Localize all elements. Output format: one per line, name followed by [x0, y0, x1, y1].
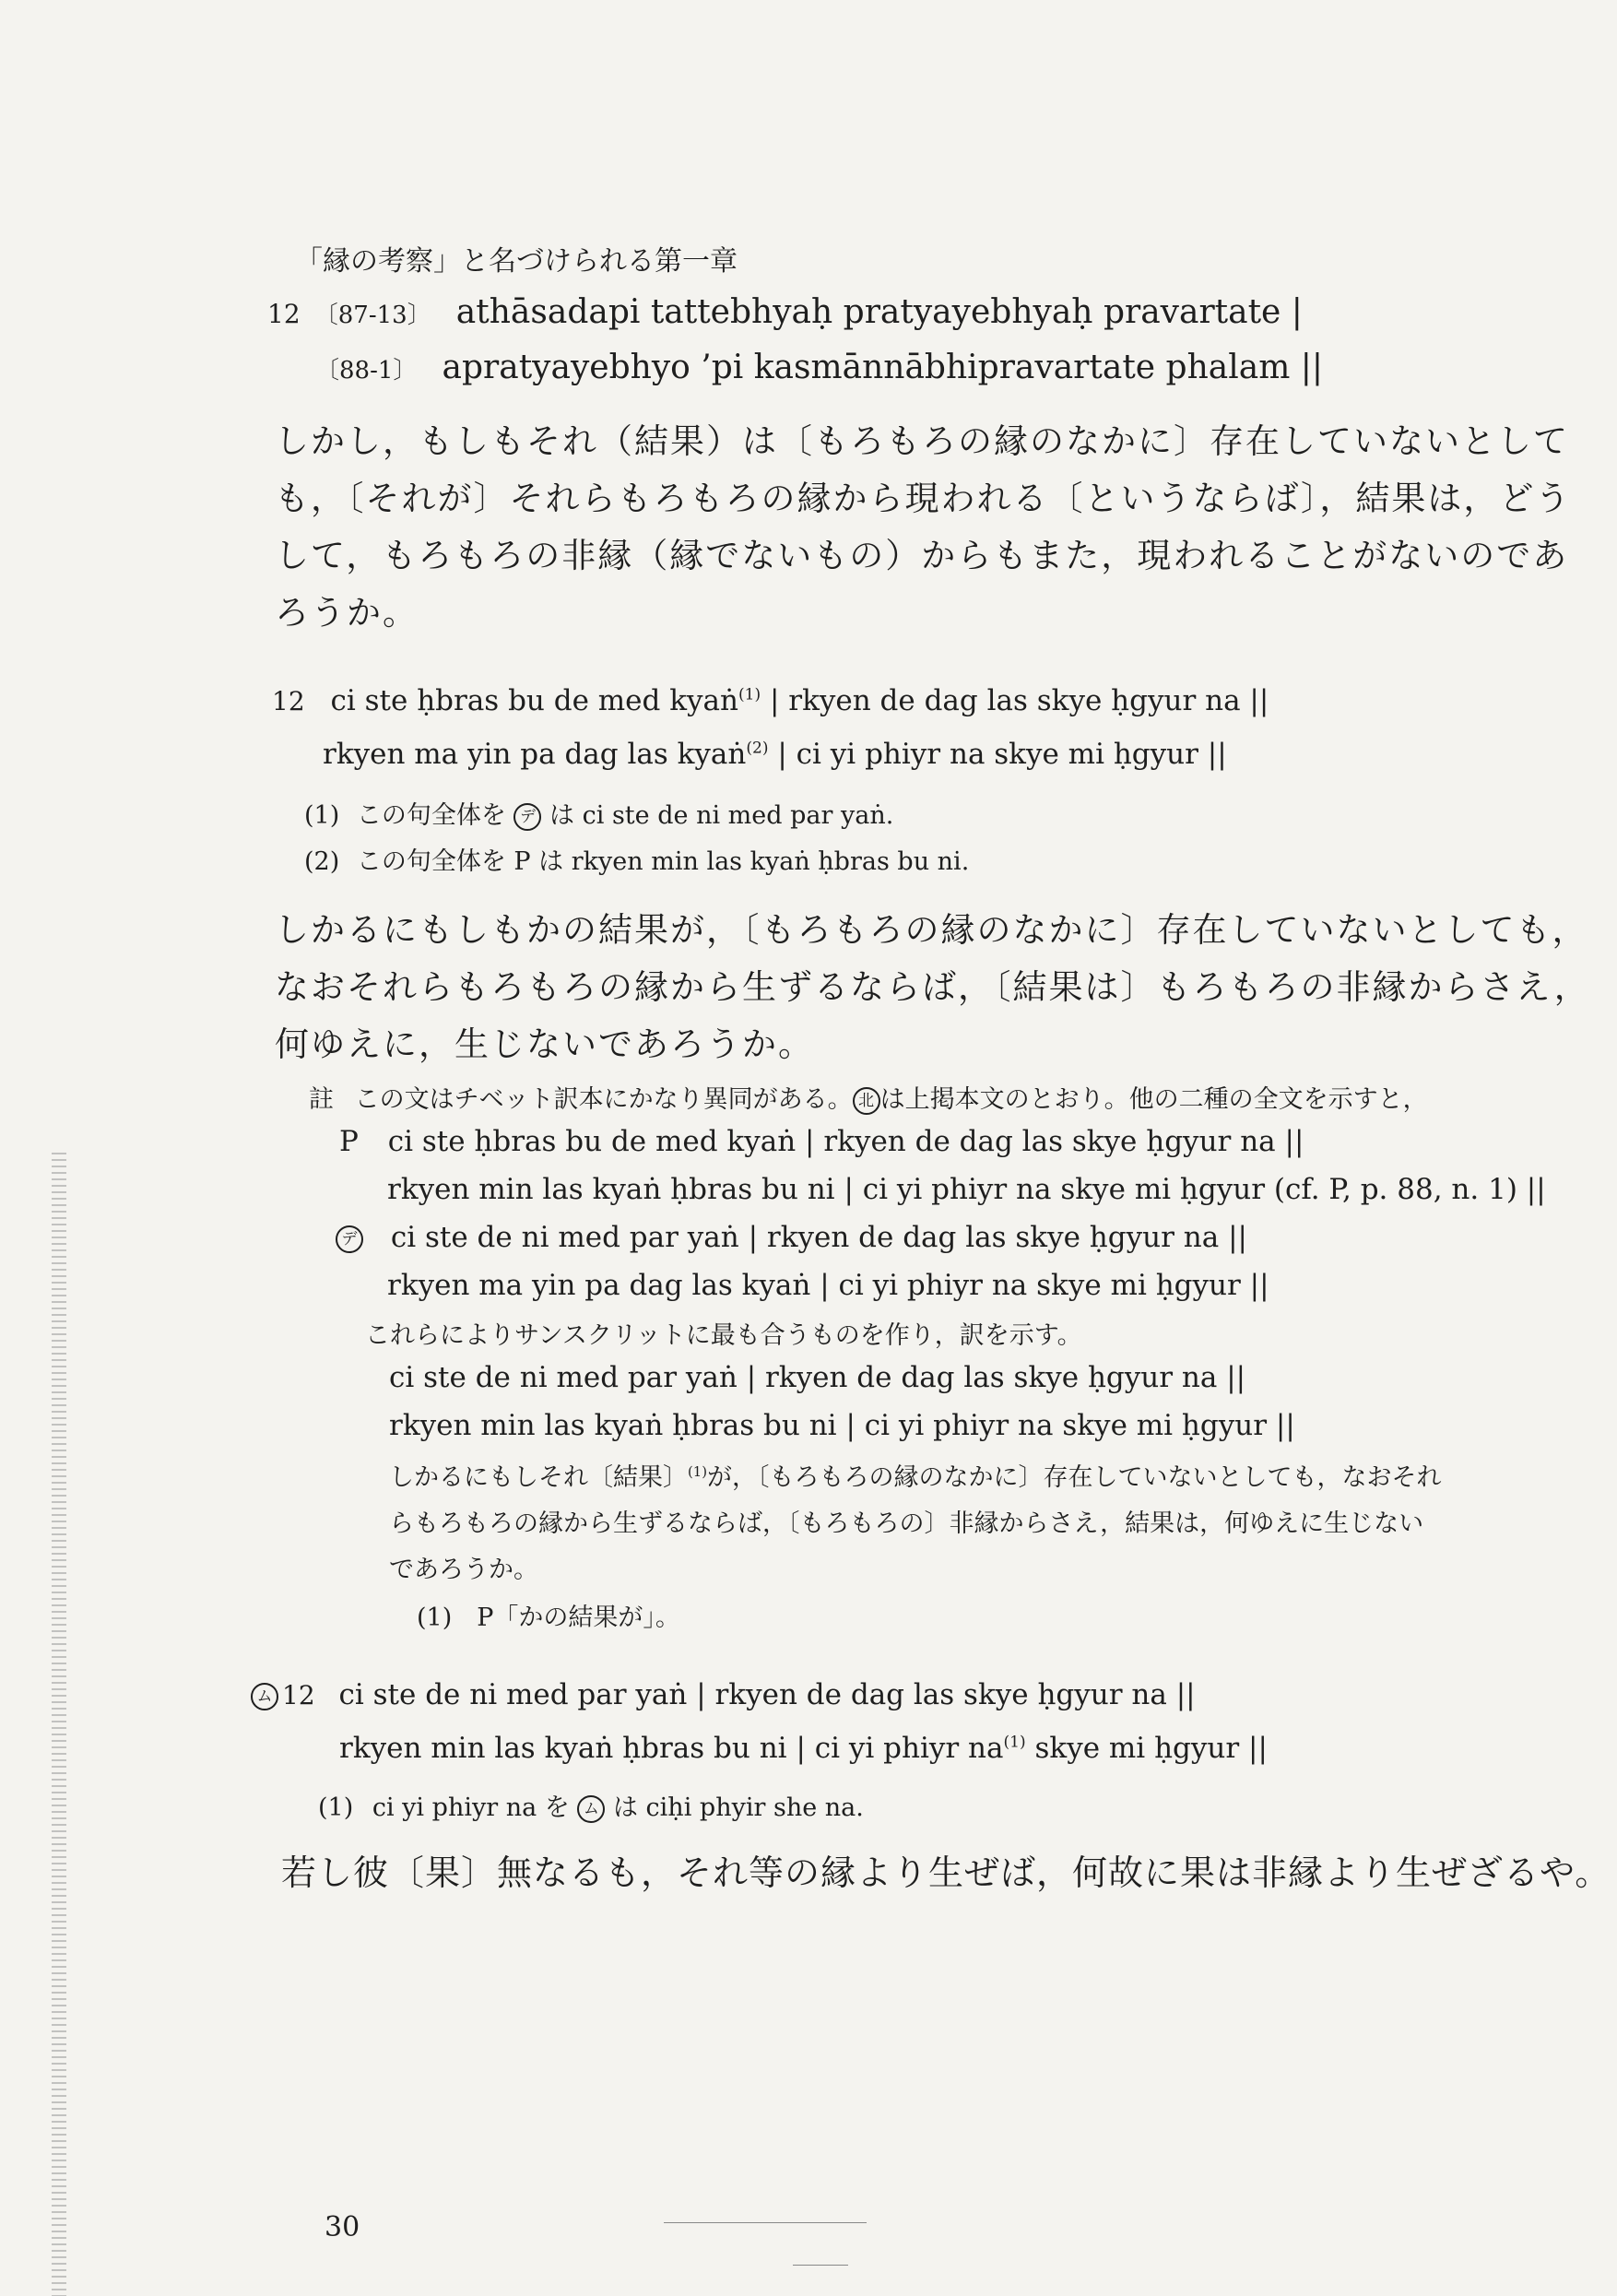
construct-intro: これらによりサンスクリットに最も合うものを作り，訳を示す。 [365, 1321, 1082, 1350]
footnote-mark: (2) [746, 739, 769, 758]
tibetan-line-2 [323, 738, 1227, 771]
translation-line: して，もろもろの非縁（縁でないもの）からもまた，現われることがないのであ [275, 536, 1569, 575]
translation-line: も，〔それが〕それらもろもろの縁から現われる〔というならば〕，結果は，どう [275, 479, 1572, 518]
sanskrit-line-1 [267, 293, 1303, 331]
tibetan-text: | rkyen de dag las skye ḥgyur na || [761, 684, 1269, 717]
construct-line-1: ci ste de ni med par yaṅ | rkyen de dag las skye ḥgyur na || [389, 1361, 1246, 1394]
circled-siglum-icon: デ [513, 803, 541, 831]
footnote-text: は ciḥi phyir she na. [612, 1793, 864, 1822]
footnote-text: この句全体を P は rkyen min las kyaṅ ḥbras bu ni. [356, 847, 970, 876]
tibetan-text: rkyen min las kyaṅ ḥbras bu ni | ci yi phiyr na [339, 1732, 1004, 1765]
footnote-mark: (1) [318, 1793, 354, 1822]
sanskrit-text: apratyayebhyo ’pi kasmānnābhipravartate phalam || [442, 349, 1324, 386]
footnote-mark: (1) [304, 801, 340, 830]
translation-line: 何ゆえに，生じないであろうか。 [275, 1024, 814, 1064]
construct-translation-line: であろうか。 [389, 1556, 538, 1584]
verse-number: 12 [272, 686, 305, 716]
commentary-intro [309, 1079, 1428, 1115]
classical-translation: 若し彼〔果〕無なるも，それ等の縁より生ぜば，何故に果は非縁より生ぜざるや。 [281, 1852, 1611, 1893]
footnote-text: は ci ste de ni med par yaṅ. [549, 801, 894, 830]
commentary-text: は上掲本文のとおり。他の二種の全文を示すと， [879, 1085, 1428, 1114]
footnote-mark: (2) [304, 847, 340, 876]
translation-line: ろうか。 [275, 593, 419, 633]
circled-siglum-icon: ム [251, 1683, 278, 1710]
page-ref: 〔88-1〕 [315, 357, 418, 385]
scan-edge-artifact [52, 1153, 66, 2296]
scan-mark [664, 2222, 867, 2223]
commentary-label: 註 [309, 1085, 334, 1114]
tibetan2-line-1 [251, 1678, 1196, 1711]
translation-text: が，〔もろもろの縁のなかに〕存在していないとしても，なおそれ [707, 1463, 1442, 1492]
tibetan-text: skye mi ḥgyur || [1025, 1732, 1268, 1765]
tibetan-line-1 [272, 684, 1269, 717]
translation-line: なおそれらもろもろの縁から生ずるならば，〔結果は〕もろもろの非縁からさえ， [275, 967, 1590, 1007]
footnote-mark: (1) [688, 1463, 708, 1480]
verse-number: 12 [282, 1680, 315, 1710]
footnote [304, 841, 969, 877]
tibetan2-line-2 [339, 1732, 1268, 1765]
page-ref: 〔87-13〕 [313, 302, 431, 329]
footnote-text: この句全体を [356, 801, 506, 830]
translation-line: しかるにもしもかの結果が，〔もろもろの縁のなかに〕存在していないとしても， [275, 910, 1588, 950]
tibetan-text: ci ste de ni med par yaṅ | rkyen de dag las skye ḥgyur na || [390, 1221, 1247, 1254]
siglum: P [339, 1125, 359, 1158]
chapter-heading: 「縁の考察」と名づけられる第一章 [295, 245, 738, 278]
footnote-text: ci yi phiyr na を [372, 1793, 570, 1822]
tibetan-text: ci ste ḥbras bu de med kyaṅ | rkyen de dag las skye ḥgyur na || [387, 1125, 1304, 1158]
circled-siglum-icon: 北 [853, 1087, 880, 1115]
tibetan-text: ci ste de ni med par yaṅ | rkyen de dag las skye ḥgyur na || [338, 1678, 1196, 1711]
footnote [304, 795, 893, 831]
circled-siglum-icon: デ [336, 1225, 363, 1253]
variant-d-line-1 [336, 1221, 1247, 1254]
construct-footnote: (1) P「かの結果が」。 [417, 1604, 680, 1632]
verse-number: 12 [267, 299, 301, 329]
page-number: 30 [325, 2211, 360, 2243]
variant-d-line-2: rkyen ma yin pa dag las kyaṅ | ci yi phiyr na skye mi ḥgyur || [387, 1269, 1269, 1302]
translation-text: しかるにもしそれ〔結果〕 [389, 1463, 688, 1492]
tibetan-text: ci ste ḥbras bu de med kyaṅ [330, 684, 738, 717]
circled-siglum-icon: ム [577, 1795, 605, 1823]
sanskrit-line-2 [315, 349, 1323, 386]
footnote-mark: (1) [738, 685, 761, 704]
translation-line: しかし，もしもそれ（結果）は〔もろもろの縁のなかに〕存在していないとして [275, 421, 1569, 461]
footnote-mark: (1) [1003, 1733, 1026, 1752]
variant-p-line-2: rkyen min las kyaṅ ḥbras bu ni | ci yi phiyr na skye mi ḥgyur (cf. P, p. 88, n. 1) || [387, 1173, 1546, 1206]
tibetan-text: | ci yi phiyr na skye mi ḥgyur || [768, 738, 1227, 771]
commentary-text: この文はチベット訳本にかなり異同がある。 [354, 1085, 853, 1114]
tibetan-text: rkyen ma yin pa dag las kyaṅ [323, 738, 747, 771]
tibetan2-footnote [318, 1787, 864, 1823]
construct-translation-line: らもろもろの縁から生ずるならば，〔もろもろの〕非縁からさえ，結果は，何ゆえに生じない [389, 1509, 1424, 1538]
construct-translation-line [389, 1457, 1442, 1493]
sanskrit-text: athāsadapi tattebhyaḥ pratyayebhyaḥ pravartate | [455, 293, 1303, 331]
variant-p-line-1 [339, 1125, 1304, 1158]
construct-line-2: rkyen min las kyaṅ ḥbras bu ni | ci yi phiyr na skye mi ḥgyur || [389, 1409, 1295, 1442]
scan-mark [793, 2265, 848, 2266]
